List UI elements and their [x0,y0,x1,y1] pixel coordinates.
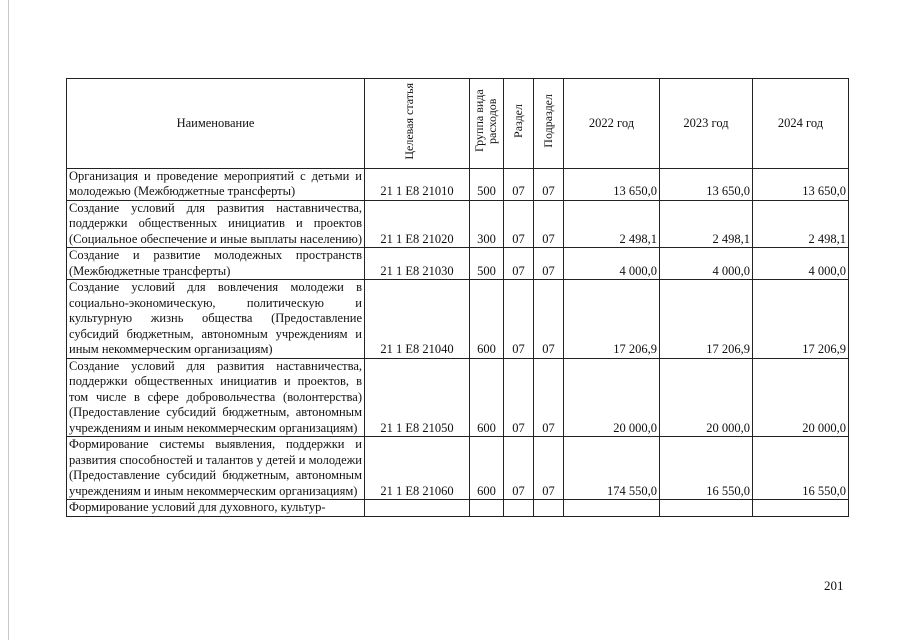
row-2023 [660,500,753,517]
row-name: Создание условий для развития наставничества, поддержки общественных инициатив и проектов, в том числе в сфере добровольчества (волонтерства) (Предоставление субсидий бюджетным, автономным учреждениям и иным некоммерческим организациям) [67,358,365,437]
row-subsection: 07 [534,200,564,248]
row-2023: 4 000,0 [660,248,753,280]
header-2023: 2023 год [660,79,753,169]
row-target-article: 21 1 Е8 21010 [365,168,470,200]
row-subsection: 07 [534,168,564,200]
row-section: 07 [504,248,534,280]
row-2022: 2 498,1 [564,200,660,248]
row-name: Формирование условий для духовного, культур- [67,500,365,517]
header-section [504,79,534,169]
row-2024: 2 498,1 [753,200,849,248]
row-2024: 16 550,0 [753,437,849,500]
row-subsection: 07 [534,358,564,437]
row-subsection: 07 [534,248,564,280]
table-row [67,200,849,248]
row-target-article: 21 1 Е8 21020 [365,200,470,248]
row-expense-group [470,500,504,517]
table-row [67,358,849,437]
row-section: 07 [504,168,534,200]
header-name: Наименование [67,79,365,169]
row-2024 [753,500,849,517]
row-subsection [534,500,564,517]
header-target-article [365,79,470,169]
header-subsection [534,79,564,169]
row-target-article: 21 1 Е8 21030 [365,248,470,280]
header-target-article-label: Целевая статья [402,82,416,160]
row-2023: 2 498,1 [660,200,753,248]
header-2024: 2024 год [753,79,849,169]
table-body [67,168,849,516]
header-section-label: Раздел [511,104,525,138]
row-2024: 20 000,0 [753,358,849,437]
row-2023: 16 550,0 [660,437,753,500]
row-2022: 13 650,0 [564,168,660,200]
row-expense-group: 600 [470,358,504,437]
header-subsection-label: Подраздел [541,94,555,148]
row-2023: 13 650,0 [660,168,753,200]
row-target-article: 21 1 Е8 21060 [365,437,470,500]
scan-edge-line [8,0,9,640]
row-expense-group: 500 [470,248,504,280]
row-section: 07 [504,200,534,248]
row-2023: 20 000,0 [660,358,753,437]
row-section [504,500,534,517]
row-expense-group: 600 [470,280,504,359]
row-expense-group: 300 [470,200,504,248]
row-2022: 4 000,0 [564,248,660,280]
row-2024: 4 000,0 [753,248,849,280]
row-expense-group: 500 [470,168,504,200]
row-target-article: 21 1 Е8 21040 [365,280,470,359]
row-target-article: 21 1 Е8 21050 [365,358,470,437]
row-subsection: 07 [534,437,564,500]
row-name: Создание условий для вовлечения молодежи в социально-экономическую, политическую и культурную жизнь общества (Предоставление субсидий бюджетным, автономным учреждениям и иным некоммерческим организациям) [67,280,365,359]
page-number: 201 [824,578,844,593]
row-section: 07 [504,358,534,437]
row-2022: 17 206,9 [564,280,660,359]
table-header [67,79,849,169]
header-row [67,79,849,169]
row-section: 07 [504,437,534,500]
table-row [67,437,849,500]
header-expense-group-label: Группа вида расходов [471,89,499,153]
row-2024: 17 206,9 [753,280,849,359]
row-2022 [564,500,660,517]
row-name: Создание условий для развития наставничества, поддержки общественных инициатив и проектов (Социальное обеспечение и иные выплаты населению) [67,200,365,248]
row-name: Формирование системы выявления, поддержки и развития способностей и талантов у детей и молодежи (Предоставление субсидий бюджетным, автономным учреждениям и иным некоммерческим организациям) [67,437,365,500]
row-2022: 174 550,0 [564,437,660,500]
row-expense-group: 600 [470,437,504,500]
row-2022: 20 000,0 [564,358,660,437]
table-row [67,168,849,200]
header-expense-group [470,79,504,169]
row-name: Создание и развитие молодежных пространств (Межбюджетные трансферты) [67,248,365,280]
table-row-partial [67,500,849,517]
row-subsection: 07 [534,280,564,359]
table-row [67,280,849,359]
row-name: Организация и проведение мероприятий с детьми и молодежью (Межбюджетные трансферты) [67,168,365,200]
row-target-article [365,500,470,517]
row-2023: 17 206,9 [660,280,753,359]
table-row [67,248,849,280]
header-2022: 2022 год [564,79,660,169]
row-section: 07 [504,280,534,359]
budget-table [66,78,849,517]
row-2024: 13 650,0 [753,168,849,200]
